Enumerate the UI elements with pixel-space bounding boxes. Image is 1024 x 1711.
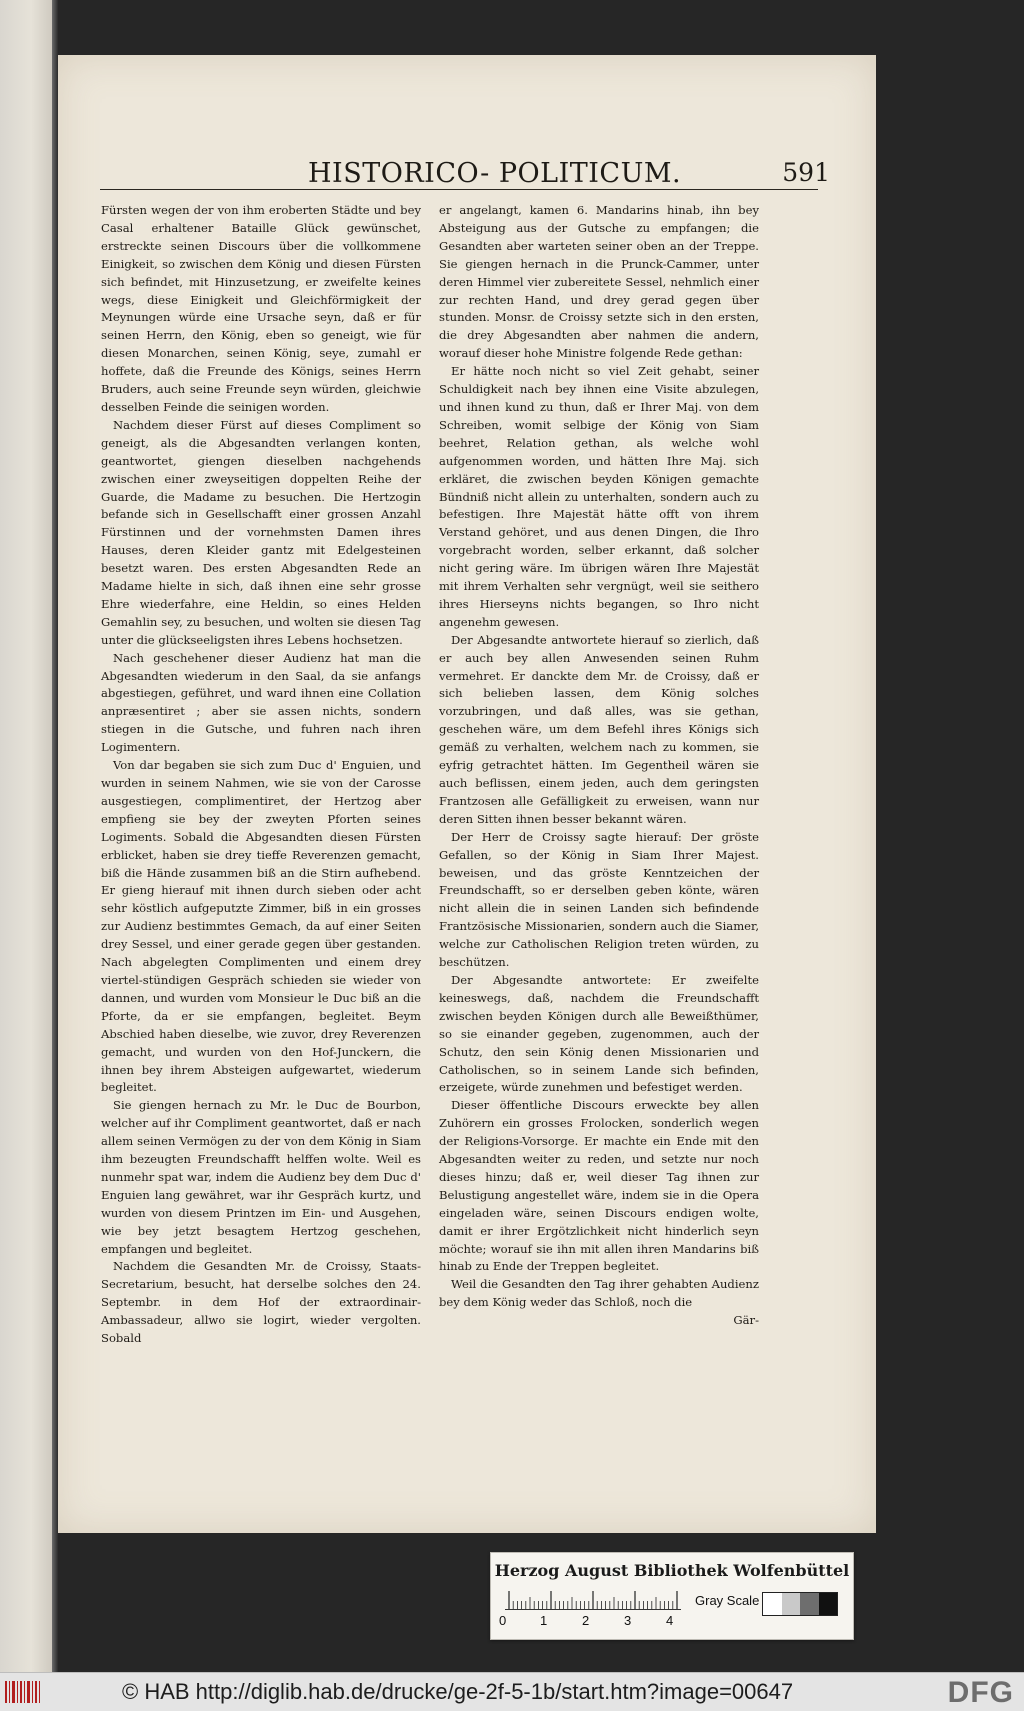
gray-swatch: [782, 1593, 801, 1615]
catchword: Gär-: [733, 1313, 759, 1328]
ruler-label: 2: [582, 1613, 590, 1628]
paragraph: er angelangt, kamen 6. Mandarins hinab, ihn bey Absteigung aus der Gutsche zu empfangen; die Gesandten aber warteten seiner oben an der Treppe. Sie giengen hernach in die Prunck-Cammer, unter deren Himmel vier zubereitete Sessel, nehmlich einer zur rechten Hand, und drey gerad gegen über stunden. Monsr. de Croissy setzte sich in den ersten, die drey Abgesandten aber nahmen die andern, worauf dieser hohe Ministre folgende Rede gethan:: [439, 203, 759, 361]
paragraph: Der Abgesandte antwortete hierauf so zierlich, daß er auch bey allen Anwesenden seinen Ruhm vermehret. Er danckte dem Mr. de Croissy, daß er sich belieben lassen, dem König solches vorzubringen, und daß alles, was sie gethan, geschehen wäre, um dem Befehl ihres Königs sich gemäß zu verhalten, welchem nach zu kommen, sie eyfrig getrachtet hätten. Im Gegentheil wären sie auch beflissen, einem jeden, auch dem geringsten Frantzosen alle Gefälligkeit zu erweisen, wann nur deren Sitten ihnen besser bekannt wären.: [439, 632, 759, 826]
paragraph: Sie giengen hernach zu Mr. le Duc de Bourbon, welcher auf ihr Compliment geantwortet, daß er nach allem seinen Vermögen zu der von dem König in Siam ihm bezeugten Freundschafft helffen wolte. Weil es nunmehr spat war, indem die Audienz bey dem Duc d' Enguien lang gewähret, war ihr Gespräch kurtz, und wurden von diesem Printzen im Ein- und Ausgehen, wie bey jetzt besagtem Hertzog geschehen, empfangen und begleitet.: [101, 1098, 421, 1256]
paragraph: Dieser öffentliche Discours erweckte bey allen Zuhörern ein grosses Frolocken, sonderlich wegen der Religions-Vorsorge. Er machte ein Ende mit den Abgesandten weiter zu reden, und setzte nur noch dieses hinzu; daß er, weil dieser Tag ihnen zur Belustigung angestellet wäre, indem sie in die Opera eingeladen wäre, seinen Discours endigen wolte, damit er ihrer Ergötzlichkeit nicht hinderlich seyn möchte; worauf sie ihn mit allen ihren Mandarins biß hinab zu Ende der Treppen begleitet.: [439, 1098, 759, 1274]
ruler-label: 3: [624, 1613, 632, 1628]
gray-swatch: [763, 1593, 782, 1615]
library-name: Herzog August Bibliothek Wolfenbüttel: [494, 1561, 850, 1580]
ruler-label: 0: [499, 1613, 507, 1628]
copyright-link[interactable]: © HAB http://diglib.hab.de/drucke/ge-2f-5-1b/start.htm?image=00647: [122, 1679, 794, 1704]
book-page: [58, 55, 876, 1533]
ruler-labels: [499, 1613, 699, 1629]
page-number: 591: [782, 158, 830, 187]
paragraph: Von dar begaben sie sich zum Duc d' Enguien, und wurden in seinem Nahmen, wie sie von der Carosse ausgestiegen, complimentiret, der Hertzog aber empfieng sie bey der zweyten Pforten seines Logiments. Sobald die Abgesandten diesen Fürsten erblicket, haben sie drey tieffe Reverenzen gemacht, biß die Hände zusammen biß an die Stirn aufhebend. Er gieng hierauf mit ihnen durch sieben oder acht sehr köstlich aufgeputzte Zimmer, biß in ein grosses zur Audienz bestimmtes Gemach, da auf einer Seiten drey Sessel, und einer gerade gegen über gestanden. Nach abgelegten Complimenten und einem drey viertel-stündigen Gespräch schieden sie wieder von dannen, und wurden vom Monsieur le Duc biß an die Pforte, da er sie empfangen, begleitet. Beym Abschied haben dieselbe, wie zuvor, drey Reverenzen gemacht, und wurden von den Hof-Junckern, die ihnen bey ihrem Absteigen aufgewartet, wiederum begleitet.: [101, 758, 421, 1095]
gray-swatch: [800, 1593, 819, 1615]
paragraph: Der Herr de Croissy sagte hierauf: Der gröste Gefallen, so der König in Siam Ihrer Majest. beweisen, und das gröste Kenntzeichen der Freundschafft, so er derselben geben könte, wären nicht allein die in seinen Landen sich befindende Frantzösische Missionarien, sondern auch die Siamer, welche zur Catholischen Religion treten würden, zu beschützen.: [439, 829, 759, 970]
paragraph: Nach geschehener dieser Audienz hat man die Abgesandten wiederum in den Saal, da sie anfangs abgestiegen, geführet, und ward ihnen eine Collation anpræsentiret ; aber sie assen nichts, sondern stiegen in die Gutsche, und fuhren nach ihren Logimentern.: [101, 650, 421, 755]
running-head: HISTORICO- POLITICUM.: [308, 158, 682, 189]
paragraph: Der Abgesandte antwortete: Er zweifelte keineswegs, daß, nachdem die Freundschafft zwischen beyden Königen durch alle Beweißthümer, so sie einander gegeben, zugenommen, auch der Schutz, den sein König denen Missionarien und Catholischen, so in seinem Lande sich befinden, erzeigete, würde zunehmen und befestiget werden.: [439, 972, 759, 1095]
text-column-left: [101, 202, 421, 1348]
gray-scale-label: Gray Scale: [695, 1593, 760, 1608]
paragraph: Fürsten wegen der von ihm eroberten Städte und bey Casal erhaltener Bataille Glück gewünschet, erstreckte seinen Discours über die vollkommene Einigkeit, so zwischen dem König und diesen Fürsten sich befindet, mit Hinzusetzung, er zweifelte keines wegs, diese Einigkeit und Gleichförmigkeit der Meynungen würde eine Ursache seyn, daß er für seinen Herrn, den König, eben so geneigt, wie für diesen Monarchen, seinen König, seye, zumahl er hoffete, daß die Freunde des Königs, seines Herrn Bruders, auch seine Freunde seyn würden, gleichwie desselben Feinde die seinigen worden.: [101, 203, 421, 414]
dfg-logo: DFG: [947, 1676, 1014, 1709]
paragraph: Er hätte noch nicht so viel Zeit gehabt, seiner Schuldigkeit nach bey ihnen eine Visite abzulegen, und ihnen kund zu thun, daß er Ihrer Maj. von dem Schreiben, womit selbige der König von Siam beehret, Relation gethan, als welche wohl aufgenommen worden, und hätten Ihre Maj. sich erkläret, die zwischen beyden Königen gemachte Bündniß nicht allein zu unterhalten, sondern auch zu befestigen. Ihre Majestät hätte offt von ihrem Verstand gehöret, und aus denen Dingen, die Ihro vorgebracht worden, selber erkannt, daß solcher nicht gering wäre. Im übrigen wären Ihre Majestät mit ihrem Verhalten sehr vergnügt, weil sie seithero ihres Hierseyns nichts begangen, so Ihro nicht angenehm gewesen.: [439, 364, 759, 629]
gray-swatch: [819, 1593, 838, 1615]
paragraph: Nachdem die Gesandten Mr. de Croissy, Staats-Secretarium, besucht, hat derselbe solches den 24. Septembr. in dem Hof der extraordinair-Ambassadeur, allwo sie logirt, wieder vergolten. Sobald: [101, 1259, 421, 1346]
text-column-right: [439, 202, 759, 1330]
paragraph: Weil die Gesandten den Tag ihrer gehabten Audienz bey dem König weder das Schloß, noch die: [439, 1277, 759, 1310]
ruler-ticks: [505, 1591, 681, 1609]
header-rule: [100, 189, 818, 190]
barcode-icon: [4, 1678, 44, 1706]
measurement-ruler: [505, 1591, 681, 1610]
ruler-label: 1: [540, 1613, 548, 1628]
paragraph: Nachdem dieser Fürst auf dieses Compliment so geneigt, als die Abgesandten verlangen konten, geantwortet, giengen dieselben nachgehends zwischen einer zweyseitigen doppelten Reihe der Guarde, die Madame zu besuchen. Die Hertzogin befande sich in Gesellschafft einer grossen Anzahl Fürstinnen und der vornehmsten Damen ihres Hauses, deren Kleider gantz mit Edelgesteinen besetzt waren. Des ersten Abgesandten Rede an Madame hielte in sich, daß ihnen eine sehr grosse Ehre wiederfahre, eine Heldin, so eines Helden Gemahlin sey, zu besuchen, und wolten sie diesen Tag unter die glückseeligsten ihres Lebens hochsetzen.: [101, 417, 421, 647]
ruler-label: 4: [666, 1613, 674, 1628]
previous-page-edge: [0, 0, 52, 1672]
gray-scale-swatches: [762, 1592, 838, 1616]
footer-bar: [0, 1672, 1024, 1711]
color-scale-card: [490, 1552, 854, 1640]
